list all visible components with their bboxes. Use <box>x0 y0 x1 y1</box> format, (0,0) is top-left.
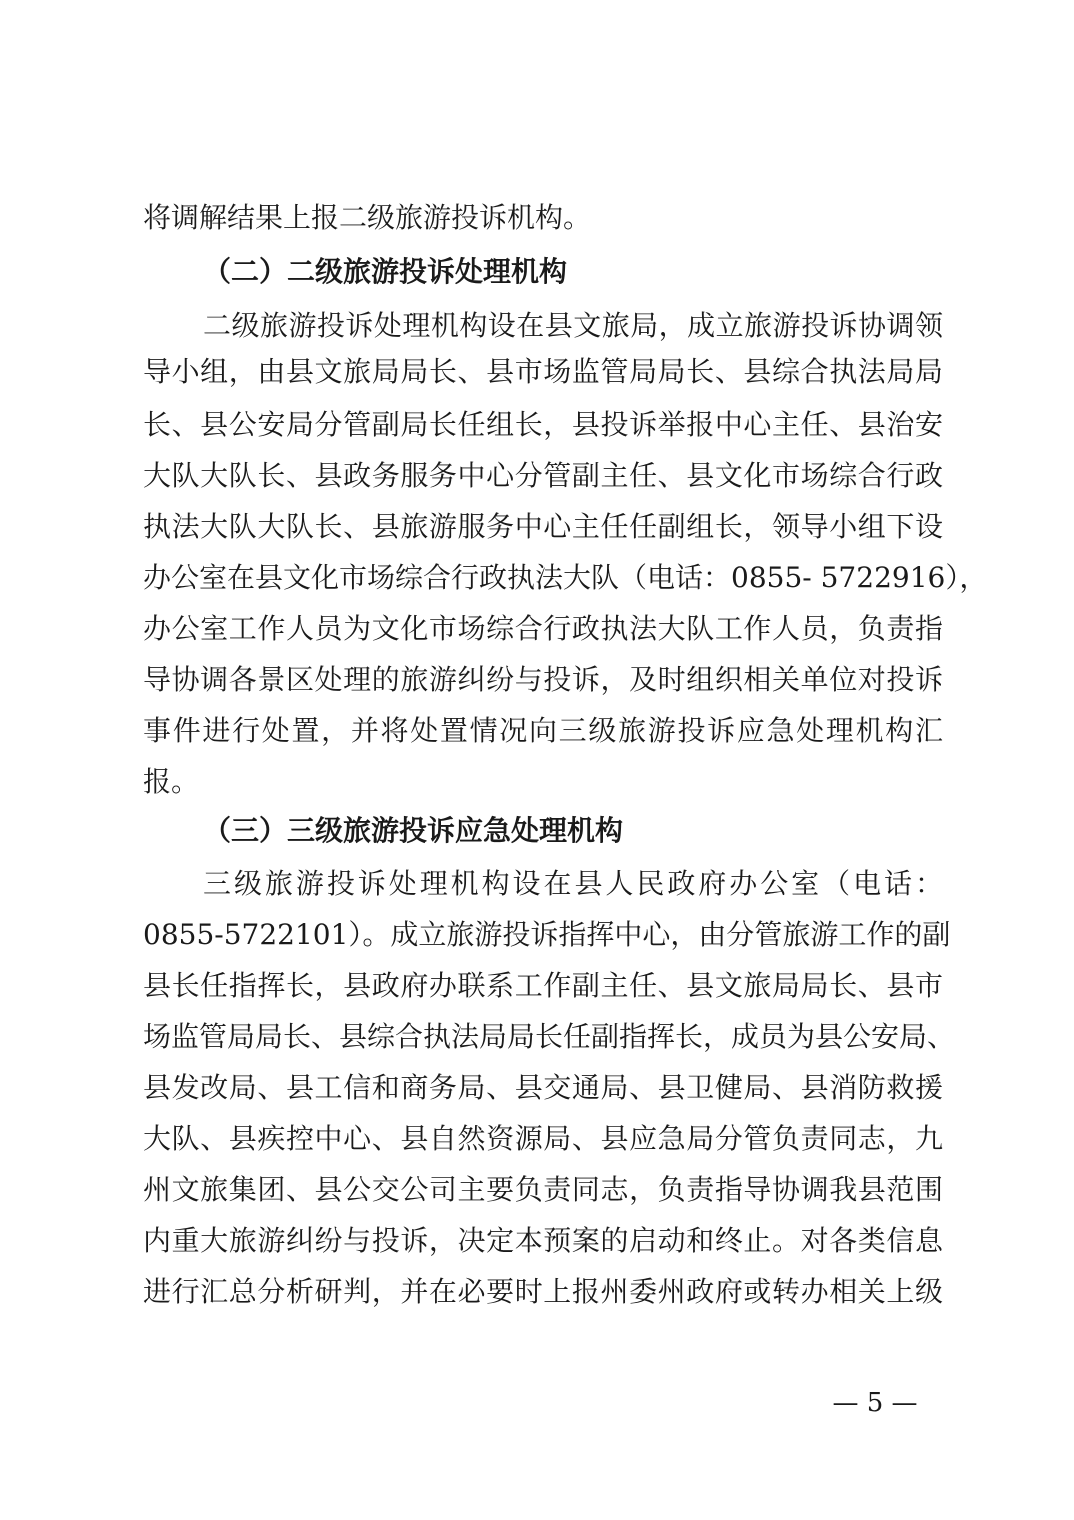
paragraph-line: 内重大旅游纠纷与投诉，决定本预案的启动和终止。对各类信息 <box>143 1224 943 1257</box>
paragraph-line: 将调解结果上报二级旅游投诉机构。 <box>143 201 592 234</box>
paragraph-line: 导协调各景区处理的旅游纠纷与投诉，及时组织相关单位对投诉 <box>143 663 943 696</box>
paragraph-line: 事件进行处置，并将处置情况向三级旅游投诉应急处理机构汇 <box>143 714 943 747</box>
paragraph-line: 场监管局局长、县综合执法局局长任副指挥长，成员为县公安局、 <box>143 1020 956 1053</box>
paragraph-line: 进行汇总分析研判，并在必要时上报州委州政府或转办相关上级 <box>143 1275 943 1308</box>
section-heading-3: （三）三级旅游投诉应急处理机构 <box>203 814 624 847</box>
paragraph-line: 州文旅集团、县公交公司主要负责同志，负责指导协调我县范围 <box>143 1173 943 1206</box>
paragraph-line: 办公室工作人员为文化市场综合行政执法大队工作人员，负责指 <box>143 612 943 645</box>
paragraph-line: 报。 <box>143 765 200 798</box>
paragraph-line: 县发改局、县工信和商务局、县交通局、县卫健局、县消防救援 <box>143 1071 943 1104</box>
paragraph-line: 长、县公安局分管副局长任组长，县投诉举报中心主任、县治安 <box>143 408 943 441</box>
page-number: — 5 — <box>832 1388 918 1418</box>
paragraph-line: 大队、县疾控中心、县自然资源局、县应急局分管负责同志，九 <box>143 1122 943 1155</box>
paragraph-line: 二级旅游投诉处理机构设在县文旅局，成立旅游投诉协调领 <box>203 309 943 342</box>
paragraph-line: 执法大队大队长、县旅游服务中心主任任副组长，领导小组下设 <box>143 510 943 543</box>
paragraph-line: 大队大队长、县政务服务中心分管副主任、县文化市场综合行政 <box>143 459 943 492</box>
paragraph-line: 县长任指挥长，县政府办联系工作副主任、县文旅局局长、县市 <box>143 969 943 1002</box>
paragraph-line: 导小组，由县文旅局局长、县市场监管局局长、县综合执法局局 <box>143 355 943 388</box>
paragraph-line: 三级旅游投诉处理机构设在县人民政府办公室（电话： <box>203 867 943 900</box>
paragraph-line: 办公室在县文化市场综合行政执法大队（电话：0855- 5722916）， <box>143 561 988 594</box>
section-heading-2: （二）二级旅游投诉处理机构 <box>203 255 568 288</box>
paragraph-line: 0855-5722101）。成立旅游投诉指挥中心，由分管旅游工作的副 <box>143 918 951 951</box>
